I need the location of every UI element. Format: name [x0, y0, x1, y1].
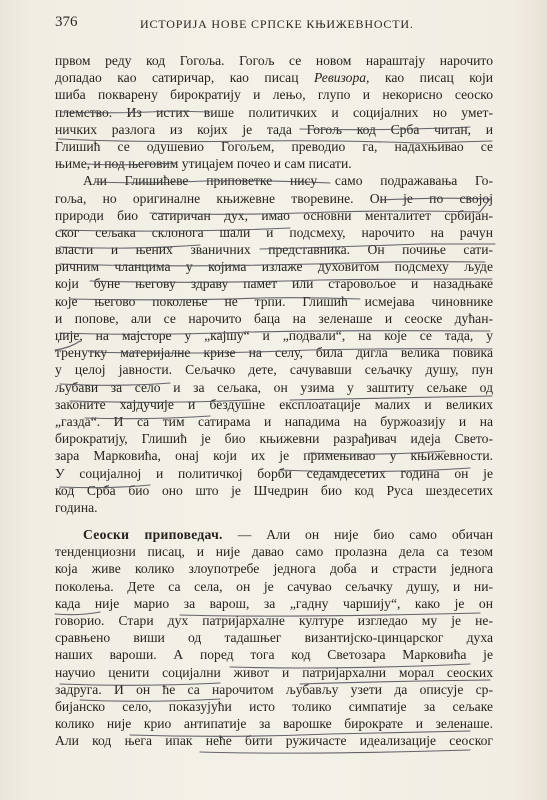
text-line: година.: [55, 499, 98, 515]
section-heading: Сеоски приповедач.: [83, 527, 223, 543]
text-line: када није марио за варош, за „гадну чаршију“, како је он: [55, 595, 493, 611]
page-header: [0, 14, 547, 36]
text-line: тенденциозни писац, и није давао само пролазна дела са тезом: [55, 544, 493, 560]
text-segment: као писац који: [369, 70, 493, 86]
text-line: У социјалној и политичкој борби седамдесетих година он је: [55, 465, 493, 481]
text-line: сравњено виши од тадашњег византијско-цинцарског духа: [55, 630, 493, 646]
paragraph-gap: [55, 516, 493, 526]
text-line: гоља, но оригиналне књижевне творевине. Он је по својој: [55, 190, 493, 206]
text-line: првом реду код Гогоља. Гогољ се новом нараштају нарочито: [55, 53, 493, 68]
running-head: ИСТОРИЈА НОВЕ СРПСКЕ КЊИЖЕВНОСТИ.: [140, 17, 414, 31]
text-line: научио ценити социјални живот и патријархални морал сеоских: [55, 664, 493, 680]
text-line: њиме, и под његовим утицајем почео и сам писати.: [55, 156, 352, 172]
text-line: ског сељака склонога шали и подсмеху, нарочито на рачун: [55, 224, 493, 240]
text-line: [55, 526, 493, 543]
text-line: наших вароши. А поред тога код Светозара Марковића је: [55, 647, 493, 663]
text-line: шиба покварену бирократију и лењо, глупо и некорисно сеоско: [55, 87, 493, 103]
text-line: које његово поколење не трпи. Глишић исмејава чиновнике: [55, 293, 493, 309]
text-line: поколења. Дете са села, он је сачувао сељачку душу, и ни-: [55, 578, 493, 594]
text-line: љубави за село и за сељака, он узима у заштиту сељаке од: [55, 379, 493, 395]
text-line: бирократију, Глишић је био књижевни разрађивач идеја Свето-: [55, 431, 493, 447]
text-line: зара Марковића, онај који их је примењивао у књижевности.: [55, 448, 493, 464]
page-number: 376: [55, 14, 78, 30]
text-line: тренутку материјалне кризе на селу, била дигла велика повика: [55, 345, 493, 361]
text-line: која живе колико злоупотребе једнога доба и страсти једнога: [55, 561, 493, 577]
text-line: колико није крио антипатије за варошке бирократе и зеленаше.: [55, 716, 493, 732]
text-line: „газда“. И са тим сатирама и нападима на буржоазију и на: [55, 413, 493, 429]
body-text: [55, 52, 493, 750]
text-line: природи био сатиричан дух, имао основни менталитет србијан-: [55, 207, 493, 223]
italic-title: Ревизора,: [314, 70, 370, 86]
text-line: Али код њега ипак неће бити ружичасте идеализације сеоског: [55, 733, 493, 749]
text-line: код Срба био оно што је Шчедрин био код Руса шездесетих: [55, 482, 493, 498]
text-segment: допадао као сатиричар, као писац: [55, 70, 314, 86]
text-line: џије, на мајсторе у „кајшу“ и „подвали“, на које се тада, у: [55, 328, 493, 343]
text-line: законите хајдучије и бездушне експлоатације малих и великих: [55, 396, 493, 412]
text-line: који буне његову здраву памет или старовољое и назадњаке: [55, 276, 493, 292]
text-line: ричним чланцима у којима излаже духовитом подсмеху људе: [55, 259, 493, 275]
text-line: [55, 69, 493, 86]
text-segment: — Али он није био само обичан: [222, 527, 493, 543]
text-line: и попове, али се нарочито баца на зеленаше и сеоске дућан-: [55, 310, 493, 326]
text-line: Глишић се одушевио Гогољем, преводио га, надахњивао се: [55, 138, 493, 154]
underline-mark: [200, 750, 470, 753]
text-line: задруга. И он ће са нарочитом љубављу узети да описује ср-: [55, 681, 493, 697]
text-line: ничких разлога из којих је тада Гогољ код Срба читан, и: [55, 121, 493, 137]
text-line: Али Глишићеве приповетке нису само подражавања Го-: [83, 173, 493, 189]
text-line: у целој јавности. Сељачко дете, сачувавши сељачку душу, пун: [55, 362, 493, 378]
text-line: бијанско село, показујући исто толико симпатије за сељаке: [55, 698, 493, 714]
text-line: власти и њених званичних представника. Он почиње сати-: [55, 242, 493, 258]
text-line: племство. Из истих више политичких и социјалних но умет-: [55, 104, 493, 120]
text-line: говорио. Стари дух патријархалне културе изгледао му је не-: [55, 613, 493, 628]
